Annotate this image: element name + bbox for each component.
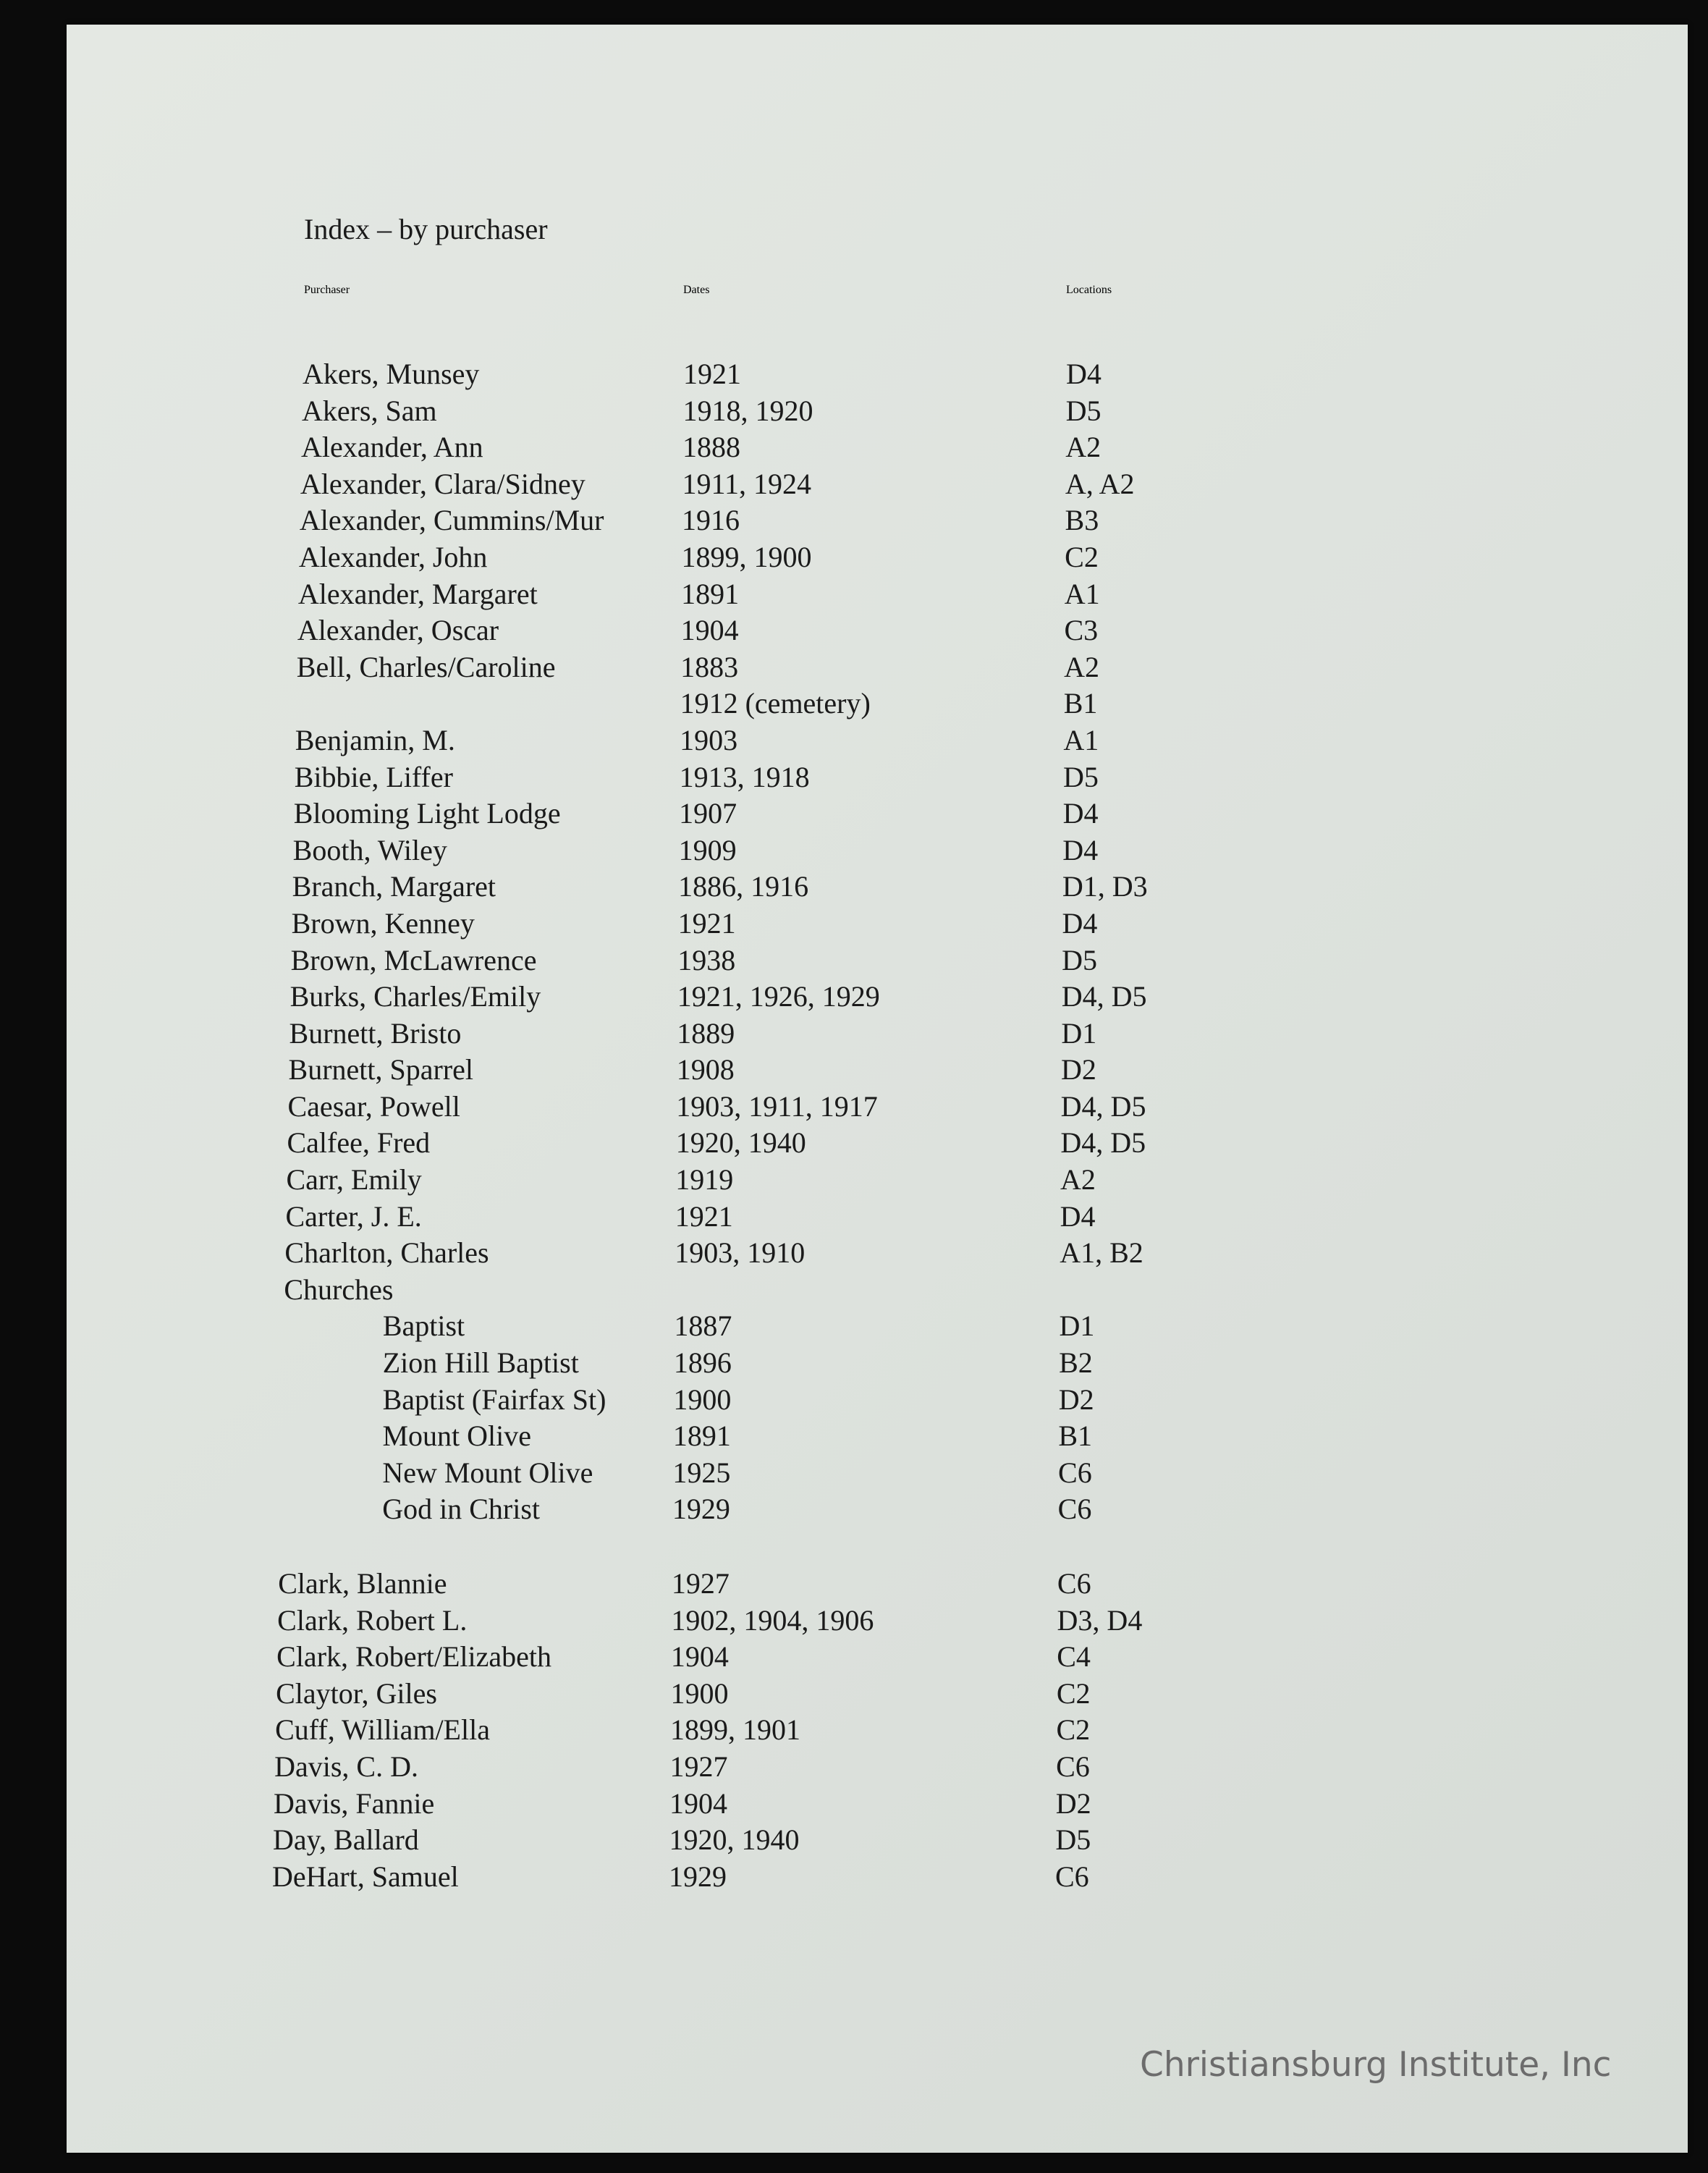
purchase-dates: 1927 (669, 1750, 728, 1783)
purchase-dates: 1891 (672, 1419, 731, 1453)
purchase-dates: 1916 (682, 504, 740, 537)
table-row (0, 1418, 1708, 1455)
location-codes: D5 (1062, 760, 1099, 793)
purchase-dates: 1921, 1926, 1929 (677, 980, 880, 1013)
table-row (0, 393, 1708, 430)
location-codes: C2 (1056, 1676, 1091, 1710)
purchase-dates: 1883 (680, 650, 739, 683)
purchaser-name: Clark, Blannie (278, 1567, 447, 1600)
purchase-dates: 1908 (676, 1053, 735, 1086)
purchase-dates: 1899, 1901 (669, 1713, 800, 1747)
purchaser-name: Clark, Robert L. (277, 1603, 468, 1637)
purchaser-name: Alexander, Ann (300, 431, 483, 464)
table-row (0, 429, 1708, 466)
location-codes: B1 (1058, 1419, 1093, 1453)
purchase-dates: 1929 (669, 1860, 727, 1893)
location-codes: D1 (1061, 1016, 1097, 1050)
table-row (0, 832, 1708, 869)
purchaser-name: Akers, Sam (301, 394, 437, 427)
location-codes: C6 (1056, 1750, 1090, 1783)
table-row (0, 1235, 1708, 1272)
location-codes: C3 (1064, 614, 1099, 647)
purchase-dates: 1886, 1916 (678, 870, 809, 903)
table-row (0, 1639, 1708, 1676)
location-codes: D4, D5 (1060, 1089, 1146, 1123)
purchaser-name: Cuff, William/Ella (275, 1713, 490, 1747)
purchaser-name: Brown, Kenney (291, 906, 475, 940)
location-codes: A2 (1060, 1163, 1096, 1197)
location-codes: D4, D5 (1061, 980, 1147, 1013)
purchaser-name: Bibbie, Liffer (294, 760, 453, 793)
location-codes: D5 (1055, 1823, 1091, 1857)
location-codes: D4 (1062, 797, 1099, 830)
purchase-dates: 1900 (673, 1383, 732, 1416)
table-row (0, 1052, 1708, 1089)
purchaser-name: Akers, Munsey (303, 358, 480, 390)
purchase-dates: 1925 (672, 1456, 731, 1489)
location-codes: D1 (1059, 1309, 1095, 1343)
purchase-dates: 1904 (670, 1640, 729, 1674)
purchase-dates: 1921 (677, 906, 736, 940)
purchaser-name: Burnett, Bristo (289, 1016, 462, 1050)
purchase-dates: 1891 (681, 577, 740, 610)
purchaser-name: Baptist (382, 1309, 465, 1343)
location-codes: C2 (1065, 540, 1099, 573)
location-codes: B2 (1059, 1346, 1093, 1380)
purchaser-name: Baptist (Fairfax St) (382, 1383, 606, 1416)
purchase-dates: 1889 (677, 1016, 735, 1050)
location-codes: D2 (1058, 1383, 1094, 1416)
purchase-dates: 1919 (675, 1163, 734, 1197)
location-codes: D5 (1065, 394, 1102, 427)
table-row (0, 539, 1708, 576)
location-codes: B3 (1065, 504, 1099, 537)
location-codes: B1 (1063, 687, 1098, 720)
location-codes: D2 (1055, 1786, 1091, 1820)
location-codes: C6 (1055, 1860, 1089, 1893)
location-codes: D4 (1062, 906, 1098, 940)
purchaser-name: Day, Ballard (273, 1823, 419, 1857)
purchaser-name: Carter, J. E. (285, 1199, 422, 1233)
header-dates: Dates (683, 284, 710, 296)
purchase-dates: 1904 (669, 1786, 727, 1820)
purchase-dates: 1927 (671, 1567, 730, 1600)
purchase-dates: 1899, 1900 (681, 540, 812, 573)
location-codes: D4 (1060, 1199, 1096, 1233)
purchaser-name: Davis, C. D. (274, 1750, 418, 1783)
location-codes: D5 (1062, 943, 1098, 976)
purchaser-name: DeHart, Samuel (272, 1860, 459, 1893)
purchase-dates: 1921 (683, 358, 741, 390)
purchaser-name: Burnett, Sparrel (288, 1053, 474, 1086)
purchaser-name: Caesar, Powell (287, 1089, 460, 1123)
purchaser-name: Churches (284, 1273, 394, 1306)
location-codes: D4 (1066, 358, 1102, 390)
header-purchaser: Purchaser (304, 284, 350, 296)
location-codes: A1, B2 (1060, 1236, 1143, 1270)
table-row (0, 1455, 1708, 1492)
table-row (0, 1199, 1708, 1236)
purchase-dates: 1920, 1940 (669, 1823, 800, 1857)
table-row (0, 942, 1708, 979)
purchaser-name: Alexander, Margaret (297, 577, 538, 610)
watermark: Christiansburg Institute, Inc (1140, 2045, 1612, 2085)
table-row (0, 1345, 1708, 1382)
purchase-dates: 1903 (680, 723, 738, 756)
purchaser-name: Davis, Fannie (274, 1786, 435, 1820)
purchaser-name: Alexander, Clara/Sidney (300, 467, 585, 500)
table-row (0, 502, 1708, 539)
location-codes: A1 (1064, 577, 1100, 610)
purchase-dates: 1907 (679, 797, 737, 830)
table-row (0, 1786, 1708, 1823)
table-row (0, 1712, 1708, 1749)
table-row (0, 759, 1708, 796)
location-codes: D4 (1062, 833, 1099, 866)
purchaser-name: God in Christ (382, 1493, 541, 1526)
page-title: Index – by purchaser (304, 213, 548, 245)
table-row (0, 356, 1708, 393)
table-row (0, 1676, 1708, 1713)
table-row (0, 1822, 1708, 1859)
table-row (0, 1382, 1708, 1419)
table-row (0, 1272, 1708, 1309)
purchase-dates: 1902, 1904, 1906 (671, 1603, 874, 1637)
purchase-dates: 1912 (cemetery) (680, 687, 871, 720)
purchase-dates: 1921 (675, 1199, 733, 1233)
purchaser-name: Charlton, Charles (284, 1236, 489, 1270)
table-row (0, 1089, 1708, 1126)
table-row (0, 1308, 1708, 1345)
table-row (0, 649, 1708, 686)
purchaser-name: Booth, Wiley (292, 833, 447, 866)
purchase-dates: 1920, 1940 (675, 1126, 806, 1160)
purchaser-name: Burks, Charles/Emily (289, 980, 541, 1013)
location-codes: C6 (1058, 1456, 1092, 1489)
table-row (0, 685, 1708, 722)
table-row (0, 1859, 1708, 1896)
purchase-dates: 1909 (678, 833, 737, 866)
table-row (0, 1162, 1708, 1199)
location-codes: D2 (1061, 1053, 1096, 1086)
purchase-dates: 1918, 1920 (682, 394, 813, 427)
purchaser-name: Brown, McLawrence (290, 943, 537, 976)
purchase-dates: 1929 (672, 1493, 730, 1526)
purchaser-name: Blooming Light Lodge (293, 797, 561, 830)
table-row (0, 576, 1708, 613)
table-row (0, 1603, 1708, 1640)
location-codes: D4, D5 (1060, 1126, 1146, 1160)
table-row (0, 979, 1708, 1016)
purchase-dates: 1903, 1910 (675, 1236, 806, 1270)
table-row (0, 612, 1708, 649)
table-row (0, 906, 1708, 942)
purchase-dates: 1913, 1918 (679, 760, 810, 793)
purchase-dates: 1911, 1924 (682, 467, 812, 500)
table-row (0, 1491, 1708, 1528)
location-codes: A, A2 (1065, 467, 1135, 500)
purchase-dates: 1903, 1911, 1917 (676, 1089, 878, 1123)
purchaser-name: Alexander, Oscar (297, 614, 499, 647)
table-row (0, 1125, 1708, 1162)
table-row (0, 466, 1708, 503)
purchaser-name: Carr, Emily (286, 1163, 422, 1197)
purchase-dates: 1904 (680, 614, 739, 647)
table-row (0, 1749, 1708, 1786)
table-row (0, 1016, 1708, 1052)
location-codes: A2 (1065, 431, 1102, 464)
purchase-dates: 1900 (670, 1676, 729, 1710)
purchaser-name: Calfee, Fred (287, 1126, 431, 1160)
table-row (0, 722, 1708, 759)
location-codes: C2 (1056, 1713, 1091, 1747)
purchaser-name: Alexander, Cummins/Mur (299, 504, 604, 537)
table-row (0, 1566, 1708, 1603)
purchase-dates: 1938 (677, 943, 736, 976)
purchase-dates: 1896 (673, 1346, 732, 1380)
purchaser-name: New Mount Olive (382, 1456, 593, 1489)
purchaser-name: Benjamin, M. (295, 723, 455, 756)
location-codes: C6 (1057, 1493, 1092, 1526)
location-codes: A1 (1063, 723, 1099, 756)
row-spacer (0, 1528, 1708, 1566)
header-locations: Locations (1066, 284, 1112, 296)
purchaser-name: Zion Hill Baptist (382, 1346, 579, 1380)
purchaser-name: Bell, Charles/Caroline (296, 650, 556, 683)
purchaser-name: Clark, Robert/Elizabeth (276, 1640, 552, 1674)
column-headers (0, 284, 1708, 320)
purchaser-name: Branch, Margaret (292, 870, 496, 903)
table-row (0, 796, 1708, 832)
purchase-dates: 1887 (674, 1309, 732, 1343)
location-codes: A2 (1064, 650, 1099, 683)
location-codes: C4 (1057, 1640, 1091, 1674)
index-table (0, 356, 1708, 1895)
location-codes: D1, D3 (1062, 870, 1148, 903)
purchaser-name: Claytor, Giles (276, 1676, 437, 1710)
purchaser-name: Mount Olive (382, 1419, 531, 1453)
table-row (0, 869, 1708, 906)
location-codes: D3, D4 (1057, 1603, 1143, 1637)
location-codes: C6 (1057, 1567, 1091, 1600)
purchaser-name: Alexander, John (298, 540, 488, 573)
purchase-dates: 1888 (682, 431, 741, 464)
